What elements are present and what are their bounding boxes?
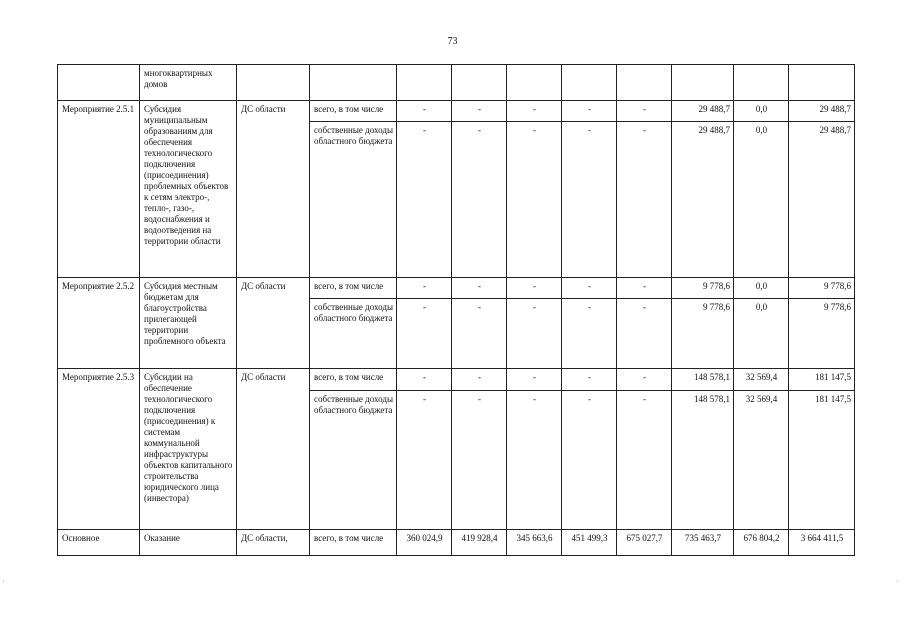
value-cell: 735 463,7 (672, 530, 734, 556)
value-cell: - (507, 391, 562, 530)
source-cell: всего, в том числе (310, 278, 397, 299)
value-cell: - (562, 278, 617, 299)
value-cell (617, 65, 672, 101)
executor-cell: ДС области (237, 369, 310, 530)
value-cell: 29 488,7 (672, 122, 734, 278)
executor-cell (237, 65, 310, 101)
value-cell: 29 488,7 (789, 122, 855, 278)
table-row (58, 101, 855, 122)
value-cell: - (452, 278, 507, 299)
source-cell: всего, в том числе (310, 530, 397, 556)
value-cell: - (617, 101, 672, 122)
value-cell: 0,0 (734, 122, 789, 278)
activity-name-cell: Субсидии на обеспечение технологического подключения (присоединения) к системам коммунальной инфраструктуры объектов капитального строительства юридического лица (инвестора) (140, 369, 237, 530)
executor-cell: ДС области (237, 278, 310, 369)
source-cell (310, 65, 397, 101)
source-cell: собственные доходы областного бюджета (310, 391, 397, 530)
executor-cell: ДС области (237, 101, 310, 278)
activity-cell: Мероприятие 2.5.1 (58, 101, 140, 278)
source-cell: всего, в том числе (310, 369, 397, 391)
table-row-main-activity (58, 530, 855, 556)
value-cell: - (452, 101, 507, 122)
activity-cell: Мероприятие 2.5.3 (58, 369, 140, 530)
activity-cell: Основное (58, 530, 140, 556)
value-cell: 9 778,6 (789, 299, 855, 369)
value-cell: - (507, 278, 562, 299)
value-cell: 0,0 (734, 278, 789, 299)
value-cell (452, 65, 507, 101)
value-cell: - (562, 299, 617, 369)
value-cell: 675 027,7 (617, 530, 672, 556)
value-cell: 148 578,1 (672, 391, 734, 530)
value-cell: - (562, 391, 617, 530)
value-cell: - (617, 122, 672, 278)
value-cell (507, 65, 562, 101)
activity-cell (58, 65, 140, 101)
value-cell: - (562, 122, 617, 278)
value-cell: 0,0 (734, 101, 789, 122)
page-number: 73 (447, 36, 458, 47)
value-cell: - (562, 101, 617, 122)
activity-name-cell: Оказание (140, 530, 237, 556)
value-cell: 9 778,6 (672, 278, 734, 299)
value-cell: 29 488,7 (789, 101, 855, 122)
value-cell: - (562, 369, 617, 391)
value-cell (734, 65, 789, 101)
value-cell: - (397, 299, 452, 369)
value-cell: - (617, 391, 672, 530)
value-cell: - (452, 391, 507, 530)
table-row (58, 278, 855, 299)
value-cell: - (507, 369, 562, 391)
value-cell: 32 569,4 (734, 369, 789, 391)
value-cell: - (617, 278, 672, 299)
value-cell (562, 65, 617, 101)
value-cell: 451 499,3 (562, 530, 617, 556)
value-cell (789, 65, 855, 101)
value-cell: 3 664 411,5 (789, 530, 855, 556)
scan-edge-mark-left: · (2, 577, 5, 586)
value-cell: 360 024,9 (397, 530, 452, 556)
activity-name-cell: многоквартирных домов (140, 65, 237, 101)
value-cell: - (507, 299, 562, 369)
value-cell (397, 65, 452, 101)
value-cell: - (617, 369, 672, 391)
source-cell: всего, в том числе (310, 101, 397, 122)
value-cell: 345 663,6 (507, 530, 562, 556)
value-cell: - (452, 369, 507, 391)
value-cell: 181 147,5 (789, 369, 855, 391)
value-cell: - (507, 101, 562, 122)
value-cell: 0,0 (734, 299, 789, 369)
value-cell: - (452, 299, 507, 369)
value-cell: 9 778,6 (672, 299, 734, 369)
value-cell: 9 778,6 (789, 278, 855, 299)
scan-edge-mark-right: · (896, 577, 899, 586)
source-cell: собственные доходы областного бюджета (310, 299, 397, 369)
value-cell: - (397, 369, 452, 391)
value-cell (672, 65, 734, 101)
value-cell: 181 147,5 (789, 391, 855, 530)
activity-cell: Мероприятие 2.5.2 (58, 278, 140, 369)
value-cell: - (617, 299, 672, 369)
table-row (58, 369, 855, 391)
activity-name-cell: Субсидия местным бюджетам для благоустройства прилегающей территории проблемного объекта (140, 278, 237, 369)
value-cell: - (397, 101, 452, 122)
value-cell: - (397, 278, 452, 299)
value-cell: 676 804,2 (734, 530, 789, 556)
activity-name-cell: Субсидия муниципальным образованиям для обеспечения технологического подключения (присоединения) проблемных объектов к сетям электро-, тепло-, газо-, водоснабжения и водоотведения на территории области (140, 101, 237, 278)
value-cell: - (507, 122, 562, 278)
value-cell: 148 578,1 (672, 369, 734, 391)
value-cell: 419 928,4 (452, 530, 507, 556)
value-cell: 32 569,4 (734, 391, 789, 530)
executor-cell: ДС области, (237, 530, 310, 556)
value-cell: - (397, 122, 452, 278)
source-cell: собственные доходы областного бюджета (310, 122, 397, 278)
value-cell: - (452, 122, 507, 278)
table-row-continuation (58, 65, 855, 101)
budget-table (57, 64, 855, 556)
value-cell: - (397, 391, 452, 530)
value-cell: 29 488,7 (672, 101, 734, 122)
